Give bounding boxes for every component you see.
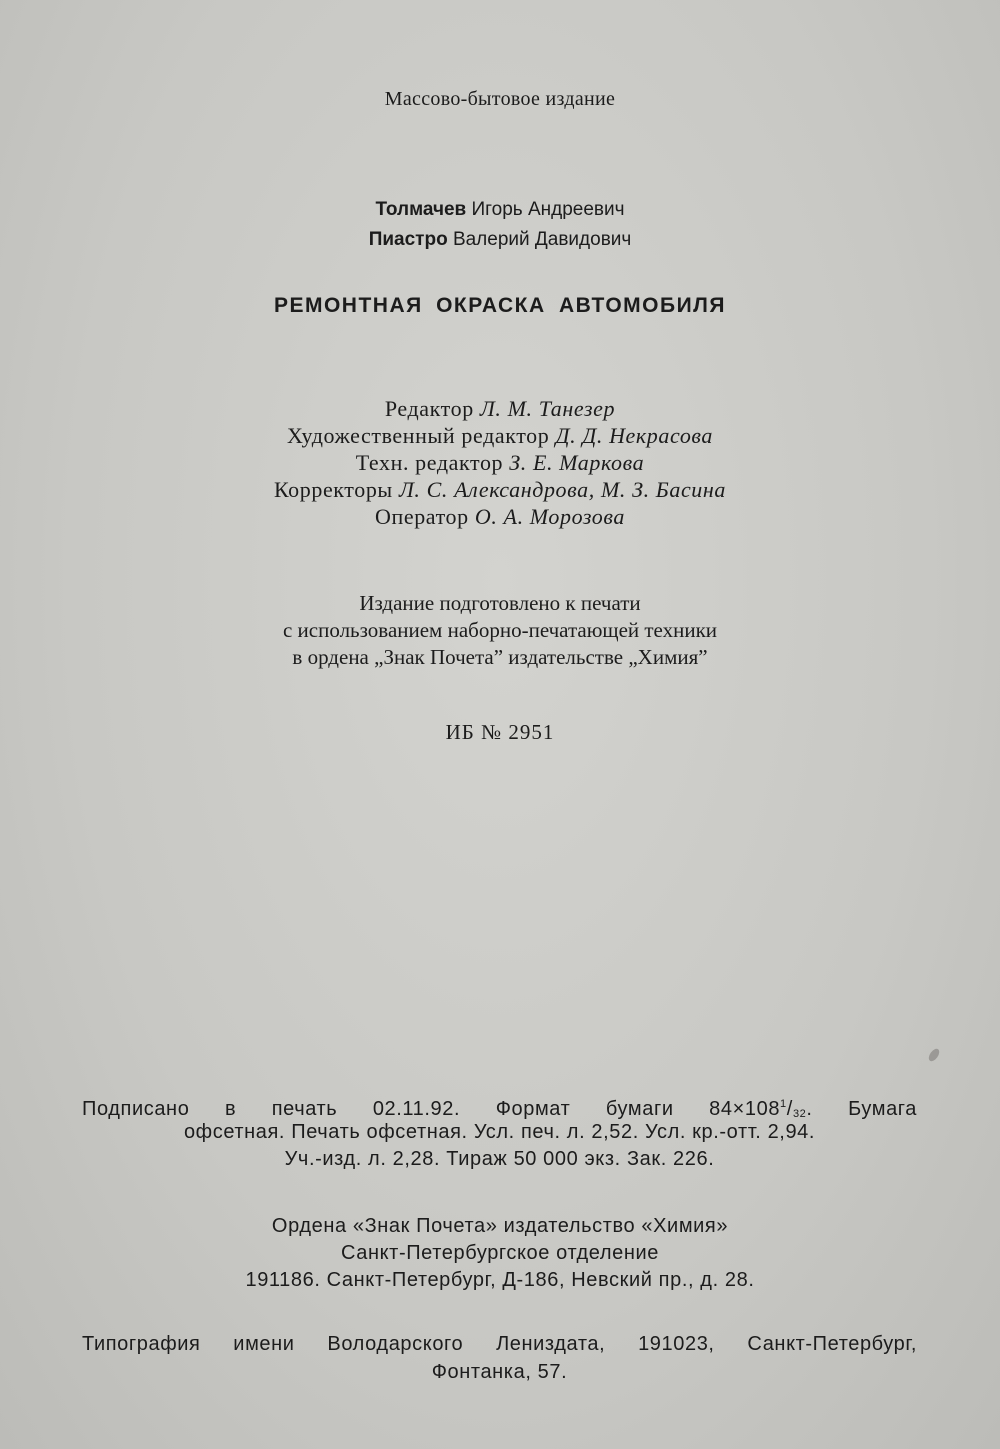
author-given-name: Игорь Андреевич [471, 199, 625, 220]
credit-role: Техн. редактор [355, 450, 504, 475]
credit-name: Л. М. Танезер [479, 396, 616, 421]
print-spec-text: Подписано в печать 02.11.92. Формат бумаги 84×108 [82, 1098, 781, 1120]
author-2 [0, 223, 1000, 253]
credits-block [0, 395, 1000, 530]
format-fraction-denominator: 32 [792, 1108, 807, 1120]
printing-house-line: Фонтанка, 57. [431, 1361, 568, 1383]
credit-name: Л. С. Александрова, М. З. Басина [398, 477, 727, 502]
preparation-note [0, 590, 1000, 671]
publisher-block [0, 1213, 1000, 1294]
credit-name: О. А. Морозова [474, 504, 625, 529]
ib-number: ИБ № 2951 [445, 720, 555, 744]
book-title: РЕМОНТНАЯ ОКРАСКА АВТОМОБИЛЯ [273, 294, 727, 317]
preparation-note-line: Издание подготовлено к печати [359, 591, 641, 615]
publisher-line: Санкт-Петербургское отделение [340, 1242, 660, 1264]
paper-speck [927, 1047, 942, 1063]
publisher-line: Ордена «Знак Почета» издательство «Химия» [271, 1215, 729, 1237]
printing-house-block [82, 1330, 917, 1386]
credit-role: Редактор [384, 396, 474, 421]
format-fraction-slash: / [786, 1098, 793, 1120]
author-surname: Пиастро [368, 229, 448, 250]
preparation-note-line: в ордена „Знак Почета” издательстве „Химия” [292, 645, 708, 669]
credit-row [0, 422, 1000, 449]
series-label: Массово-бытовое издание [384, 88, 616, 110]
format-fraction-numerator: 1 [780, 1098, 787, 1110]
print-spec-line-2: офсетная. Печать офсетная. Усл. печ. л. 2,52. Усл. кр.-отт. 2,94. [183, 1121, 816, 1143]
printing-house-line: Типография имени Володарского Лениздата, 191023, Санкт-Петербург, [82, 1333, 917, 1355]
preparation-note-line: с использованием наборно-печатающей техники [282, 618, 718, 642]
credit-row [0, 449, 1000, 476]
credit-name: З. Е. Маркова [509, 450, 645, 475]
author-surname: Толмачев [375, 199, 467, 220]
publisher-address: 191186. Санкт-Петербург, Д-186, Невский пр., д. 28. [245, 1269, 755, 1291]
credit-row [0, 395, 1000, 422]
credit-role: Оператор [374, 504, 469, 529]
authors-block [0, 193, 1000, 253]
print-specifications [82, 1090, 917, 1173]
print-spec-text: . Бумага [806, 1098, 917, 1120]
author-1 [0, 193, 1000, 223]
credit-role: Художественный редактор [286, 423, 550, 448]
print-spec-line-1 [82, 1090, 917, 1119]
print-spec-line-3: Уч.-изд. л. 2,28. Тираж 50 000 экз. Зак. 226. [284, 1148, 715, 1170]
author-given-name: Валерий Давидович [452, 229, 632, 250]
credit-role: Корректоры [273, 477, 393, 502]
credit-row [0, 476, 1000, 503]
credit-name: Д. Д. Некрасова [555, 423, 714, 448]
credit-row [0, 503, 1000, 530]
